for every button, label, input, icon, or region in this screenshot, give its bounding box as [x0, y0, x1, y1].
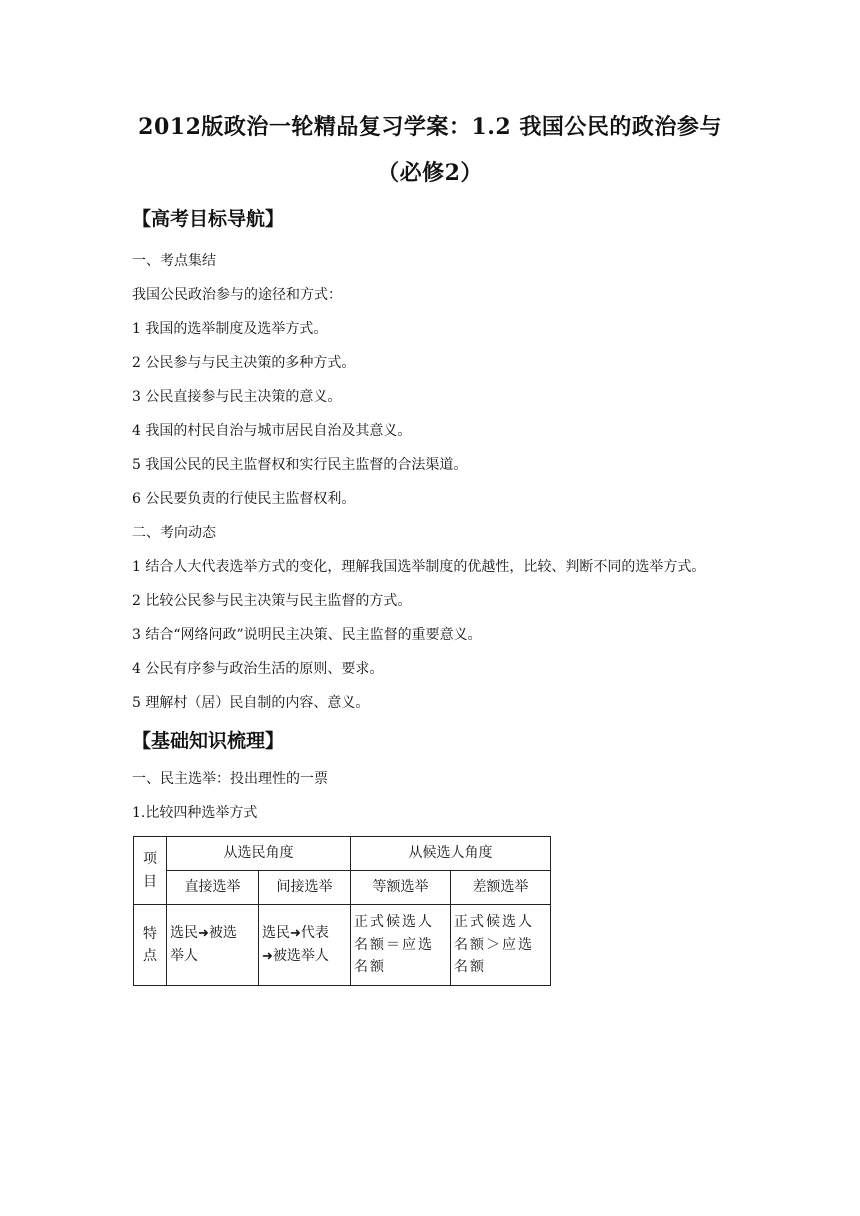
cell-text: 被选举人: [272, 948, 329, 964]
cell-text: 选民: [170, 925, 198, 942]
table-header-direct: 直接选举: [167, 871, 259, 905]
cell-text: 被选: [208, 925, 237, 942]
key-point-item: 2 公民参与与民主决策的多种方式。: [132, 355, 356, 371]
cell-text: 举人: [170, 948, 198, 965]
arrow-icon: ➜: [262, 949, 273, 964]
cell-text: 代表: [300, 925, 329, 942]
election-methods-table: [133, 836, 551, 986]
trend-item: 1 结合人大代表选举方式的变化，理解我国选举制度的优越性，比较、判断不同的选举方式。: [132, 559, 706, 575]
key-point-item: 6 公民要负责的行使民主监督权利。: [132, 491, 356, 507]
key-point-item: 3 公民直接参与民主决策的意义。: [132, 389, 342, 405]
subheading-key-points: 一、考点集结: [132, 253, 216, 269]
table-cell-indirect: [259, 905, 351, 986]
subheading-exam-trends: 二、考向动态: [132, 525, 216, 541]
key-point-item: 5 我国公民的民主监督权和实行民主监督的合法渠道。: [132, 457, 468, 473]
trend-item: 2 比较公民参与民主决策与民主监督的方式。: [132, 593, 412, 609]
table-header-equal: 等额选举: [351, 871, 451, 905]
doc-title-line2: （必修2）: [377, 160, 483, 186]
arrow-icon: ➜: [198, 926, 209, 942]
subheading-democratic-election: 一、民主选举：投出理性的一票: [132, 771, 328, 787]
table-group-voter: 从选民角度: [167, 837, 351, 871]
key-point-item: 4 我国的村民自治与城市居民自治及其意义。: [132, 423, 412, 439]
table-row-label: [134, 905, 167, 986]
section-heading-goals: 【高考目标导航】: [132, 208, 285, 230]
table-cell-difference: 正式候选人名额＞应选名额: [451, 905, 551, 986]
table-header-project-bottom: 目: [143, 873, 157, 890]
table-group-candidate: 从候选人角度: [351, 837, 551, 871]
table-cell-equal: 正式候选人名额＝应选名额: [351, 905, 451, 986]
table-header-project-top: 项: [143, 851, 157, 868]
arrow-icon: ➜: [290, 926, 301, 942]
trend-item: 5 理解村（居）民自制的内容、意义。: [132, 695, 370, 711]
table-header-difference: 差额选举: [451, 871, 551, 905]
table-cell-direct: [167, 905, 259, 986]
trend-item: 3 结合“网络问政”说明民主决策、民主监督的重要意义。: [132, 627, 482, 643]
trend-item: 4 公民有序参与政治生活的原则、要求。: [132, 661, 384, 677]
table-header-project: [134, 837, 167, 905]
section-heading-basics: 【基础知识梳理】: [132, 730, 285, 752]
table-header-indirect: 间接选举: [259, 871, 351, 905]
table-row-label-top: 特: [143, 925, 157, 942]
subheading-compare-methods: 1.比较四种选举方式: [132, 805, 258, 821]
doc-title-line1: 2012版政治一轮精品复习学案：1.2 我国公民的政治参与: [138, 114, 722, 140]
key-point-item: 1 我国的选举制度及选举方式。: [132, 321, 328, 337]
table-row-label-bottom: 点: [143, 948, 157, 964]
key-points-intro: 我国公民政治参与的途径和方式：: [132, 287, 342, 303]
cell-text: 选民: [262, 925, 290, 942]
